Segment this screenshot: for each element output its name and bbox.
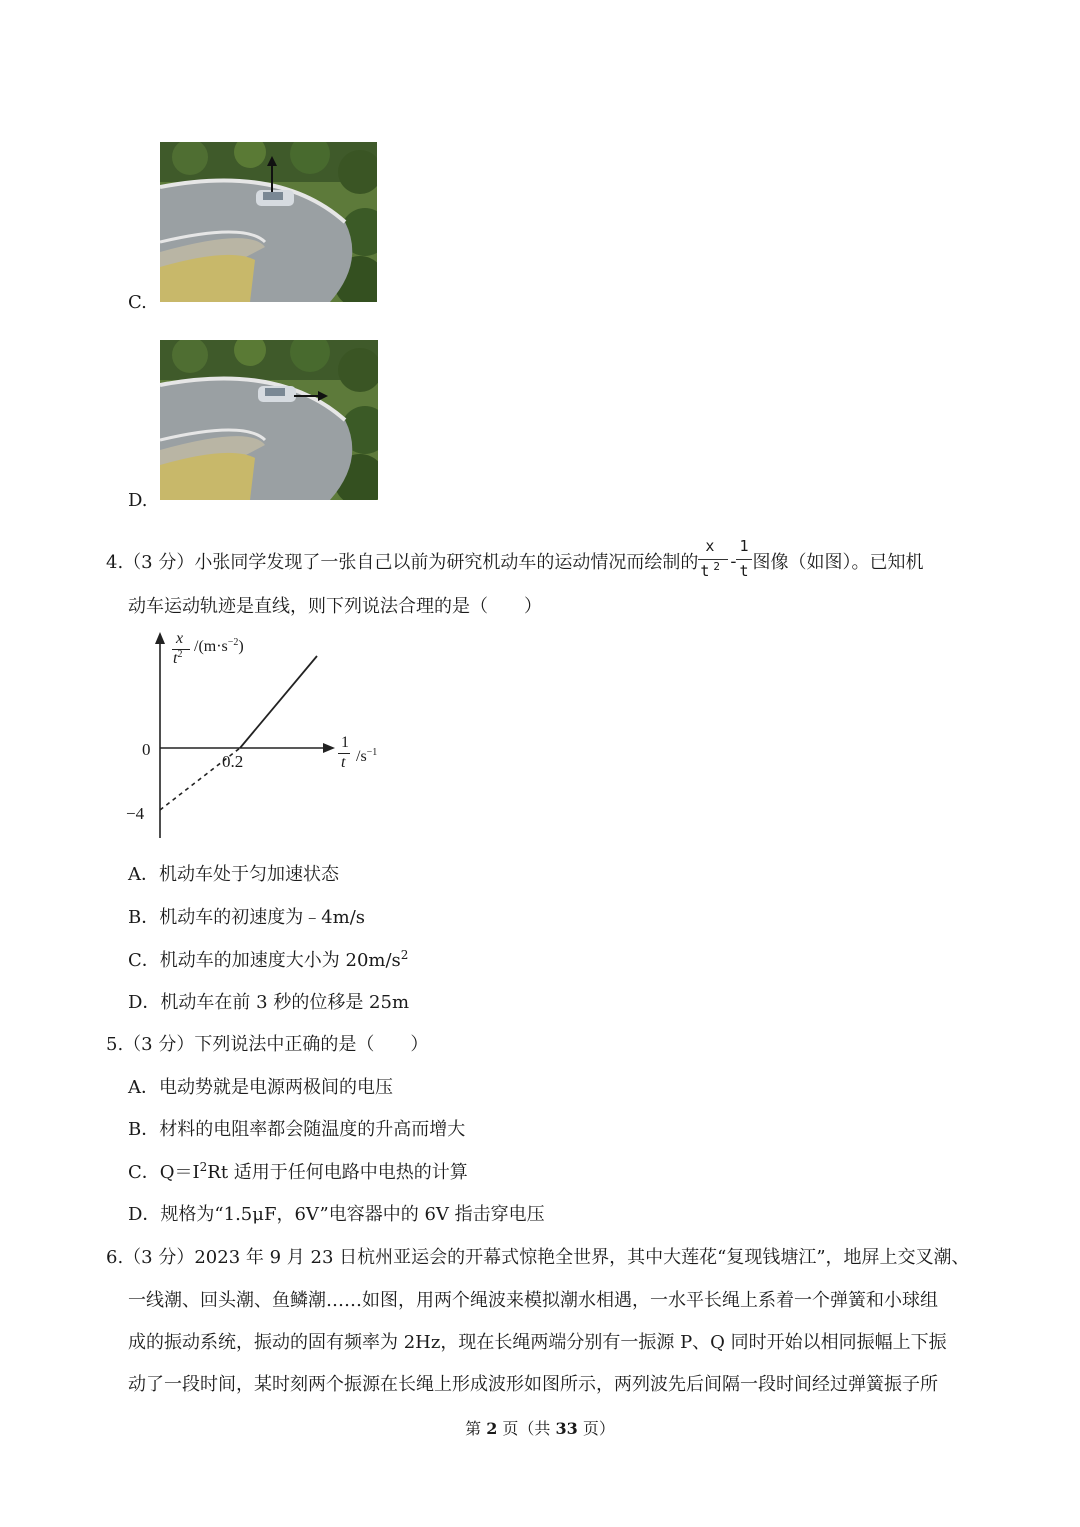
q4-graph-x-unit: $/s^{-1}$: [356, 747, 378, 765]
option-d-label: D.: [128, 490, 148, 511]
q4-option-c: C．机动车的加速度大小为 $20m/s^2$: [128, 948, 409, 971]
q5-option-d: D．规格为“1.5μF，6V”电容器中的 6V 指击穿电压: [128, 1204, 545, 1225]
q4-graph-data-line: [240, 656, 317, 748]
page-total: 33: [555, 1419, 578, 1438]
q5-option-c: C．$Q=I^2Rt$ 适用于任何电路中电热的计算: [128, 1160, 468, 1183]
q5-stem: 5.（3 分）下列说法中正确的是（ ）: [106, 1034, 429, 1055]
option-d-photo: [160, 340, 378, 500]
q4-graph-y-tick: −4: [126, 804, 145, 823]
page-number: 2: [486, 1419, 498, 1438]
q4-stem-line2: 动车运动轨迹是直线，则下列说法合理的是（ ）: [128, 596, 542, 617]
q4-option-b: B．机动车的初速度为﹣4m/s: [128, 907, 366, 928]
q4-fraction-1-over-t: $\frac{1}{t}$: [736, 537, 752, 585]
page-footer: 第 2 页（共 33 页）: [465, 1419, 615, 1438]
q4-graph-y-unit: $/(m\cdot s^{-2})$: [194, 637, 244, 655]
option-c-photo: [160, 142, 377, 302]
q6-line2: 一线潮、回头潮、鱼鳞潮……如图，用两个绳波来模拟潮水相遇，一水平长绳上系着一个弹簧和小球组: [128, 1290, 938, 1311]
q6-line3: 成的振动系统，振动的固有频率为 2Hz，现在长绳两端分别有一振源 P、Q 同时开始以相同振幅上下振: [128, 1332, 947, 1353]
q4-stem-line1: 4.（3 分）小张同学发现了一张自己以前为研究机动车的运动情况而绘制的 $\frac{x}{t ^2}$ - $\frac{1}{t}$ 图像（如图）。已知机: [106, 537, 923, 585]
q4-graph-origin: 0: [142, 740, 151, 759]
q4-suffix: 图像（如图）。已知机: [752, 552, 924, 573]
q4-prefix: 4.（3 分）小张同学发现了一张自己以前为研究机动车的运动情况而绘制的: [106, 552, 699, 573]
q6-line4: 动了一段时间，某时刻两个振源在长绳上形成波形如图所示，两列波先后间隔一段时间经过弹簧振子所: [128, 1374, 938, 1395]
q4-graph-x-tick: 0.2: [222, 752, 244, 771]
q6-line1: 6.（3 分）2023 年 9 月 23 日杭州亚运会的开幕式惊艳全世界，其中大莲花“复现钱塘江”，地屏上交叉潮、: [106, 1247, 970, 1268]
q4-fraction-x-over-t2: $\frac{x}{t ^2}$: [698, 537, 728, 585]
q4-graph: x $t^2$ $/(m\cdot s^{-2})$ 1 t $/s^{-1}$ 0 0.2 −4: [120, 628, 400, 840]
q4-option-a: A．机动车处于匀加速状态: [128, 864, 339, 885]
q5-option-a: A．电动势就是电源两极间的电压: [128, 1077, 393, 1098]
q4-option-d: D．机动车在前 3 秒的位移是 25m: [128, 992, 410, 1013]
option-c-label: C.: [128, 292, 147, 313]
q4-graph-axes: [120, 628, 400, 840]
q5-option-b: B．材料的电阻率都会随温度的升高而增大: [128, 1119, 466, 1140]
